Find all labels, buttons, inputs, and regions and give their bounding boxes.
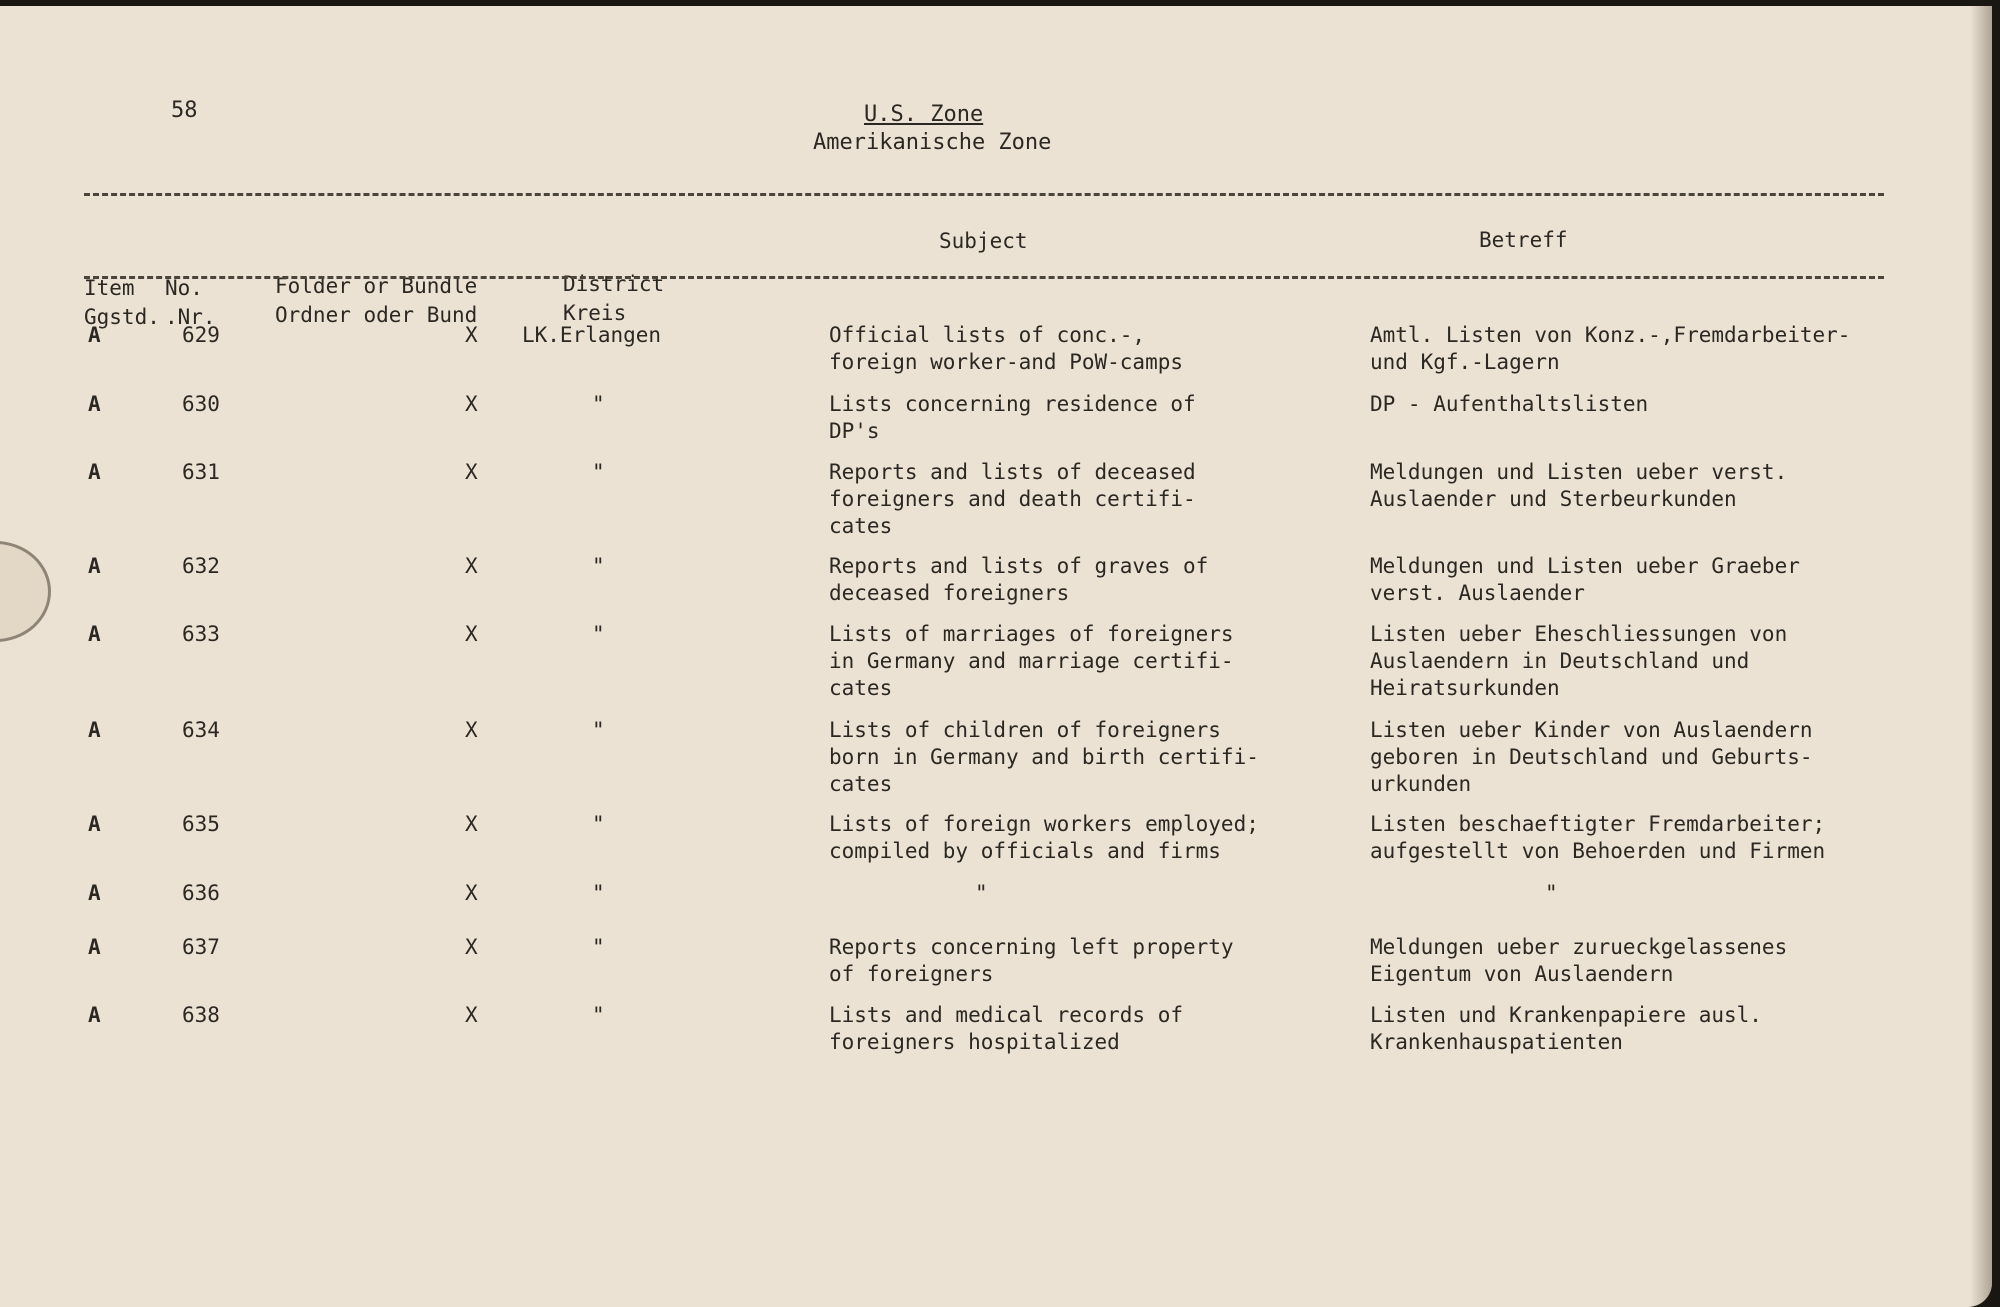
item-code: A [88,812,101,836]
subject-cell: Official lists of conc.-, foreign worker-and PoW-camps [829,323,1184,374]
page-number: 58 [171,98,198,123]
betreff-cell: Meldungen ueber zurueckgelassenes Eigentum von Auslaendern [1370,935,1788,986]
item-number: 629 [182,323,220,347]
district-cell: " [592,1003,605,1027]
zone-title: U.S. Zone [864,102,984,127]
subject-cell: Lists and medical records of foreigners hospitalized [829,1003,1184,1054]
item-code: A [88,1003,101,1027]
header-bottom-rule [84,276,1884,279]
betreff-cell: Listen beschaeftigter Fremdarbeiter; aufgestellt von Behoerden und Firmen [1370,812,1826,863]
item-number: 630 [182,392,220,416]
item-number: 633 [182,622,220,646]
betreff-cell: DP - Aufenthaltslisten [1370,392,1649,416]
betreff-cell: Listen ueber Kinder von Auslaendern geboren in Deutschland und Geburts- urkunden [1370,718,1813,796]
item-code: A [88,935,101,959]
subject-cell: Reports and lists of graves of deceased foreigners [829,554,1209,605]
folder-mark: X [465,460,478,484]
header-folder: Folder or Bundle Ordner oder Bund [275,274,478,327]
header-betreff: Betreff [1479,228,1568,252]
item-number: 638 [182,1003,220,1027]
subject-cell: " [975,881,988,905]
folder-mark: X [465,323,478,347]
item-code: A [88,460,101,484]
betreff-cell: Meldungen und Listen ueber verst. Auslaender und Sterbeurkunden [1370,460,1788,511]
item-number: 636 [182,881,220,905]
catalog-page [0,6,1992,1307]
folder-mark: X [465,718,478,742]
folder-mark: X [465,881,478,905]
folder-mark: X [465,554,478,578]
item-code: A [88,622,101,646]
header-subject: Subject [939,229,1028,253]
item-code: A [88,881,101,905]
betreff-cell: Meldungen und Listen ueber Graeber verst. Auslaender [1370,554,1800,605]
item-number: 634 [182,718,220,742]
district-cell: " [592,881,605,905]
zone-subtitle: Amerikanische Zone [813,130,1052,155]
subject-cell: Lists of children of foreigners born in Germany and birth certifi- cates [829,718,1259,796]
betreff-cell: Listen ueber Eheschliessungen von Auslaendern in Deutschland und Heiratsurkunden [1370,622,1788,700]
folder-mark: X [465,1003,478,1027]
subject-cell: Lists of foreign workers employed; compiled by officials and firms [829,812,1259,863]
subject-cell: Lists concerning residence of DP's [829,392,1196,443]
page-tab-cutout [0,541,51,642]
folder-mark: X [465,392,478,416]
district-cell: " [592,392,605,416]
district-cell: " [592,554,605,578]
folder-mark: X [465,812,478,836]
header-district: District Kreis [563,272,665,325]
district-cell: " [592,622,605,646]
item-number: 637 [182,935,220,959]
subject-cell: Reports and lists of deceased foreigners and death certifi- cates [829,460,1196,538]
subject-cell: Lists of marriages of foreigners in Germany and marriage certifi- cates [829,622,1234,700]
district-cell: " [592,812,605,836]
item-code: A [88,392,101,416]
header-top-rule [84,193,1884,196]
folder-mark: X [465,935,478,959]
betreff-cell: Listen und Krankenpapiere ausl. Krankenhauspatienten [1370,1003,1762,1054]
betreff-cell: " [1545,881,1558,905]
folder-mark: X [465,622,478,646]
item-number: 632 [182,554,220,578]
betreff-cell: Amtl. Listen von Konz.-,Fremdarbeiter- und Kgf.-Lagern [1370,323,1851,374]
item-code: A [88,718,101,742]
item-code: A [88,554,101,578]
header-item: Item Ggstd. [84,276,160,329]
district-cell: " [592,460,605,484]
item-number: 631 [182,460,220,484]
district-cell: " [592,718,605,742]
district-cell: " [592,935,605,959]
district-cell: LK.Erlangen [522,323,662,347]
item-number: 635 [182,812,220,836]
item-code: A [88,323,101,347]
header-no: No. .Nr. [165,276,216,329]
subject-cell: Reports concerning left property of foreigners [829,935,1234,986]
